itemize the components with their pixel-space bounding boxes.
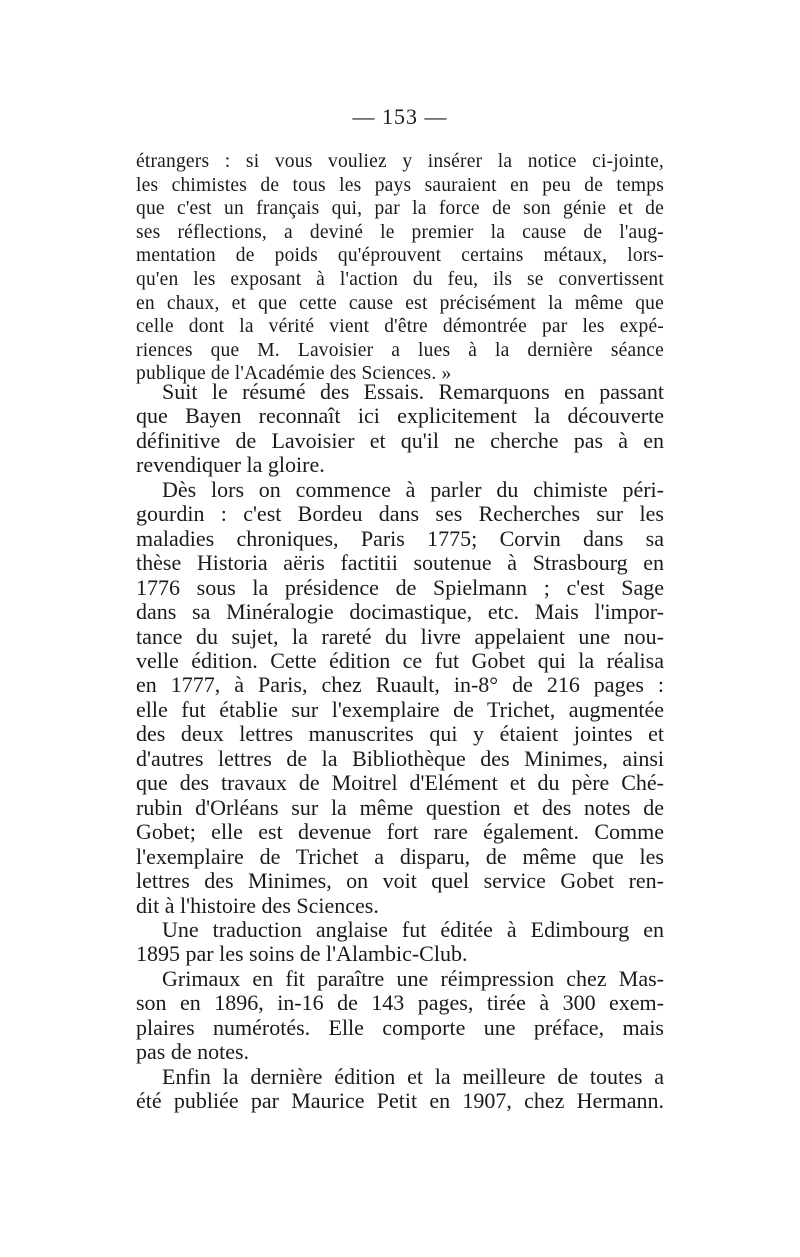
text-line: thèse Historia aëris factitii soutenue à Strasbourg en <box>136 550 664 576</box>
paragraph-english-translation <box>136 918 664 967</box>
text-line: Une traduction anglaise fut éditée à Edimbourg en <box>162 916 664 942</box>
paragraph-summary <box>136 380 664 478</box>
text-line: Enfin la dernière édition et la meilleure de toutes a <box>162 1063 664 1089</box>
text-line: l'exemplaire de Trichet a disparu, de même que les <box>136 843 664 869</box>
text-line: velle édition. Cette édition ce fut Gobet qui la réalisa <box>136 647 664 673</box>
text-line: que c'est un français qui, par la force de son génie et de <box>136 198 664 220</box>
text-line: celle dont la vérité vient d'être démontrée par les expé- <box>136 316 664 338</box>
text-line: publique de l'Académie des Sciences. » <box>136 363 452 385</box>
text-line: que Bayen reconnaît ici explicitement la découverte <box>136 403 664 429</box>
text-line: lettres des Minimes, on voit quel service Gobet ren- <box>136 868 664 894</box>
text-line: en 1777, à Paris, chez Ruault, in-8° de 216 pages : <box>136 672 664 698</box>
text-line: été publiée par Maurice Petit en 1907, chez Hermann. <box>136 1088 664 1114</box>
quote-paragraph <box>136 150 664 386</box>
body-text <box>136 380 664 1114</box>
text-line: définitive de Lavoisier et qu'il ne cherche pas à en <box>136 427 664 453</box>
text-line: Grimaux en fit paraître une réimpression chez Mas- <box>162 965 664 991</box>
text-line: dit à l'histoire des Sciences. <box>136 892 379 918</box>
text-line: d'autres lettres de la Bibliothèque des Minimes, ainsi <box>136 745 664 771</box>
text-line: 1895 par les soins de l'Alambic-Club. <box>136 941 468 967</box>
paragraph-last-edition <box>136 1065 664 1114</box>
text-line: Suit le résumé des Essais. Remarquons en passant <box>162 379 664 404</box>
text-line: elle fut établie sur l'exemplaire de Trichet, augmentée <box>136 696 664 722</box>
text-line: plaires numérotés. Elle comporte une préface, mais <box>136 1014 664 1040</box>
text-line: des deux lettres manuscrites qui y étaient jointes et <box>136 721 664 747</box>
text-line: maladies chroniques, Paris 1775; Corvin dans sa <box>136 525 664 551</box>
text-line: les chimistes de tous les pays sauraient en peu de temps <box>136 174 664 196</box>
text-line: dans sa Minéralogie docimastique, etc. Mais l'impor- <box>136 599 664 625</box>
text-line: tance du sujet, la rareté du livre appelaient une nou- <box>136 623 664 649</box>
text-line: 1776 sous la présidence de Spielmann ; c'est Sage <box>136 574 664 600</box>
text-line: Gobet; elle est devenue fort rare également. Comme <box>136 819 664 845</box>
text-line: riences que M. Lavoisier a lues à la dernière séance <box>136 339 664 361</box>
text-line: gourdin : c'est Bordeu dans ses Recherches sur les <box>136 501 664 527</box>
text-line: que des travaux de Moitrel d'Elément et du père Ché- <box>136 770 664 796</box>
paragraph-editions-history <box>136 478 664 918</box>
page-number: — 153 — <box>352 104 448 129</box>
text-line: rubin d'Orléans sur la même question et des notes de <box>136 794 664 820</box>
text-line: en chaux, et que cette cause est précisément la même que <box>136 292 664 314</box>
text-line: pas de notes. <box>136 1039 250 1065</box>
text-line: Dès lors on commence à parler du chimiste péri- <box>162 476 664 502</box>
text-line: étrangers : si vous vouliez y insérer la notice ci-jointe, <box>136 151 664 172</box>
text-line: son en 1896, in-16 de 143 pages, tirée à 300 exem- <box>136 990 664 1016</box>
text-line: mentation de poids qu'éprouvent certains métaux, lors- <box>136 245 664 267</box>
text-line: revendiquer la gloire. <box>136 452 325 478</box>
paragraph-grimaux-reprint <box>136 967 664 1065</box>
text-line: qu'en les exposant à l'action du feu, ils se convertissent <box>136 268 664 290</box>
text-line: ses réflections, a deviné le premier la cause de l'aug- <box>136 221 664 243</box>
